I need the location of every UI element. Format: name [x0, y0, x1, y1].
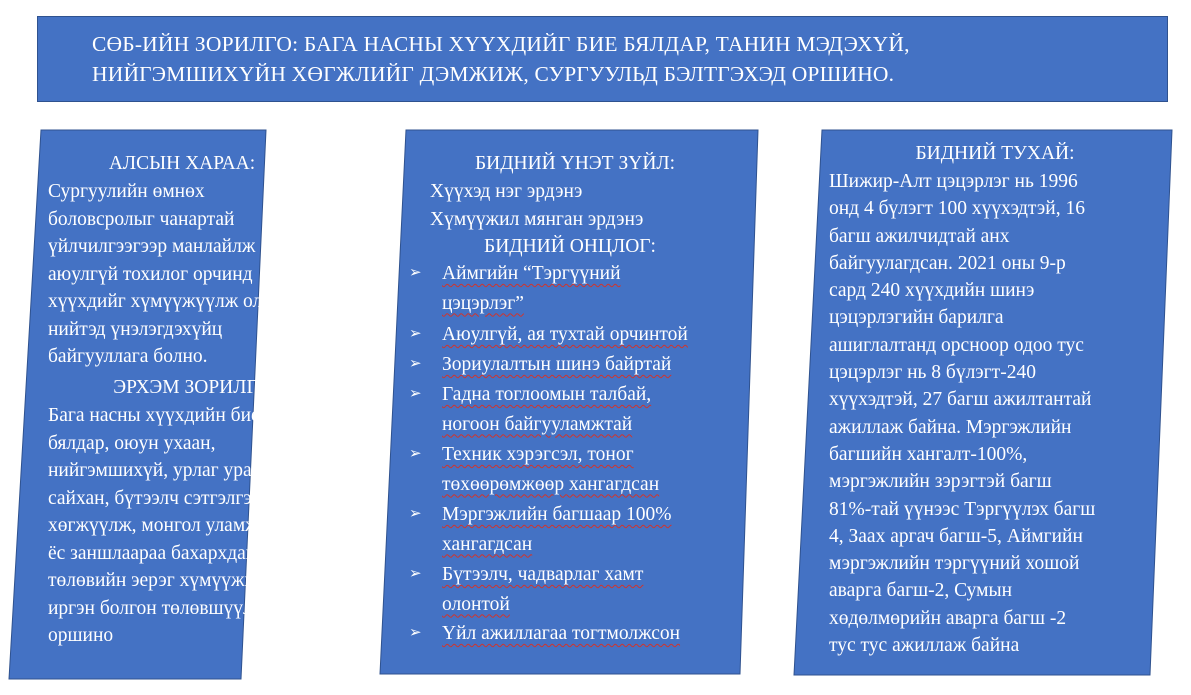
feature-line: Аюулгүй, ая тухтай орчинтой — [442, 324, 688, 345]
feature-line: цэцэрлэг” — [442, 292, 524, 314]
value-line: Хүмүүжил мянган эрдэнэ — [430, 208, 644, 230]
vision-line: аюулгүй тохилог орчинд — [48, 263, 253, 285]
arrow-bullet-icon: ➢ — [409, 566, 422, 582]
feature-line: Бүтээлч, чадварлаг хамт — [442, 564, 644, 585]
about-line: тус тус ажиллаж байна — [829, 635, 1020, 657]
about-line: цэцэрлэгийн барилга — [829, 307, 1004, 329]
feature-line: Техник хэрэгсэл, тоног — [442, 444, 634, 465]
mission-line: нийгэмшихүй, урлаг уран — [48, 460, 263, 481]
feature-line: Зориулалтын шинэ байртай — [442, 354, 672, 375]
vision-line: хүүхдийг хүмүүжүүлж олон — [48, 291, 283, 312]
feature-line: олонтой — [442, 593, 510, 615]
vision-line: боловсролыг чанартай — [48, 208, 235, 230]
about-line: ажиллаж байна. Мэргэжлийн — [829, 416, 1072, 438]
mission-line: хөгжүүлж, монгол уламжлалт — [48, 515, 296, 536]
about-heading: БИДНИЙ ТУХАЙ: — [915, 143, 1075, 164]
feature-line: Гадна тоглоомын талбай, — [442, 384, 652, 405]
mission-heading: ЭРХЭМ ЗОРИЛГО: — [113, 377, 277, 398]
about-line: багшийн хангалт-100%, — [829, 443, 1028, 465]
mission-line: сайхан, бүтээлч сэтгэлгээг нь — [48, 487, 293, 509]
about-line: Шижир-Алт цэцэрлэг нь 1996 — [829, 171, 1078, 192]
arrow-bullet-icon: ➢ — [409, 386, 422, 402]
about-line: хүүхэдтэй, 27 багш ажилтантай — [829, 389, 1092, 411]
vision-line: нийтэд үнэлэгдэхүйц — [48, 318, 223, 340]
arrow-bullet-icon: ➢ — [409, 446, 422, 462]
about-line: 4, Заах аргач багш-5, Аймгийн — [829, 525, 1083, 547]
vision-line: байгууллага болно. — [48, 346, 208, 367]
arrow-bullet-icon: ➢ — [409, 265, 422, 281]
about-line: аварга багш-2, Сумын — [829, 580, 1013, 602]
about-line: онд 4 бүлэгт 100 хүүхэдтэй, 16 — [829, 198, 1085, 220]
about-line: хөдөлмөрийн аварга багш -2 — [829, 607, 1067, 629]
about-line: байгуулагдсан. 2021 оны 9-р — [829, 252, 1066, 274]
mission-line: оршино — [48, 625, 114, 646]
about-line: цэцэрлэг нь 8 бүлэгт-240 — [829, 362, 1036, 384]
about-line: мэргэжлийн зэрэгтэй багш — [829, 471, 1052, 493]
value-line: Хүүхэд нэг эрдэнэ — [430, 181, 583, 202]
about-text — [829, 168, 1095, 659]
arrow-bullet-icon: ➢ — [409, 506, 422, 522]
goal-line-1: СӨБ-ИЙН ЗОРИЛГО: БАГА НАСНЫ ХҮҮХДИЙГ БИЕ БЯЛДАР, ТАНИН МЭДЭХҮЙ, — [92, 32, 910, 56]
about-line: мэргэжлийн тэргүүний хошой — [829, 553, 1080, 575]
mission-line: ёс заншлаараа бахархдаг, зан — [48, 542, 289, 564]
arrow-bullet-icon: ➢ — [409, 356, 422, 372]
arrow-bullet-icon: ➢ — [409, 326, 422, 342]
about-line: багш ажилчидтай анх — [829, 225, 1010, 247]
mission-line: Бага насны хүүхдийн бие — [48, 405, 260, 426]
arrow-bullet-icon: ➢ — [409, 625, 422, 641]
about-line: 81%-тай үүнээс Тэргүүлэх багш — [829, 498, 1096, 520]
mission-line: бялдар, оюун ухаан, — [48, 432, 216, 454]
mission-line: төлөвийн эерэг хүмүүжилтэй — [48, 570, 293, 591]
feature-line: хангагдсан — [442, 533, 533, 555]
feature-line: төхөөрөмжөөр хангагдсан — [442, 473, 660, 495]
vision-line: Сургуулийн өмнөх — [48, 181, 205, 202]
feature-line: ногоон байгууламжтай — [442, 413, 633, 435]
values-heading: БИДНИЙ ҮНЭТ ЗҮЙЛ: — [474, 153, 676, 174]
feature-line: Үйл ажиллагаа тогтмолжсон — [442, 623, 681, 644]
feature-line: Аймгийн “Тэргүүний — [442, 263, 621, 284]
goal-line-2: НИЙГЭМШИХҮЙН ХӨГЖЛИЙГ ДЭМЖИЖ, СУРГУУЛЬД БЭЛТГЭХЭД ОРШИНО. — [92, 62, 895, 86]
about-line: ашиглалтанд орсноор одоо тус — [829, 334, 1084, 356]
feature-line: Мэргэжлийн багшаар 100% — [442, 504, 672, 525]
vision-heading: АЛСЫН ХАРАА: — [108, 153, 256, 174]
about-line: сард 240 хүүхдийн шинэ — [829, 280, 1035, 302]
mission-line: иргэн болгон төлөвшүүлэхэд — [48, 597, 288, 619]
vision-line: үйлчилгээгээр манлайлж — [48, 236, 256, 257]
features-heading: БИДНИЙ ОНЦЛОГ: — [484, 236, 656, 257]
